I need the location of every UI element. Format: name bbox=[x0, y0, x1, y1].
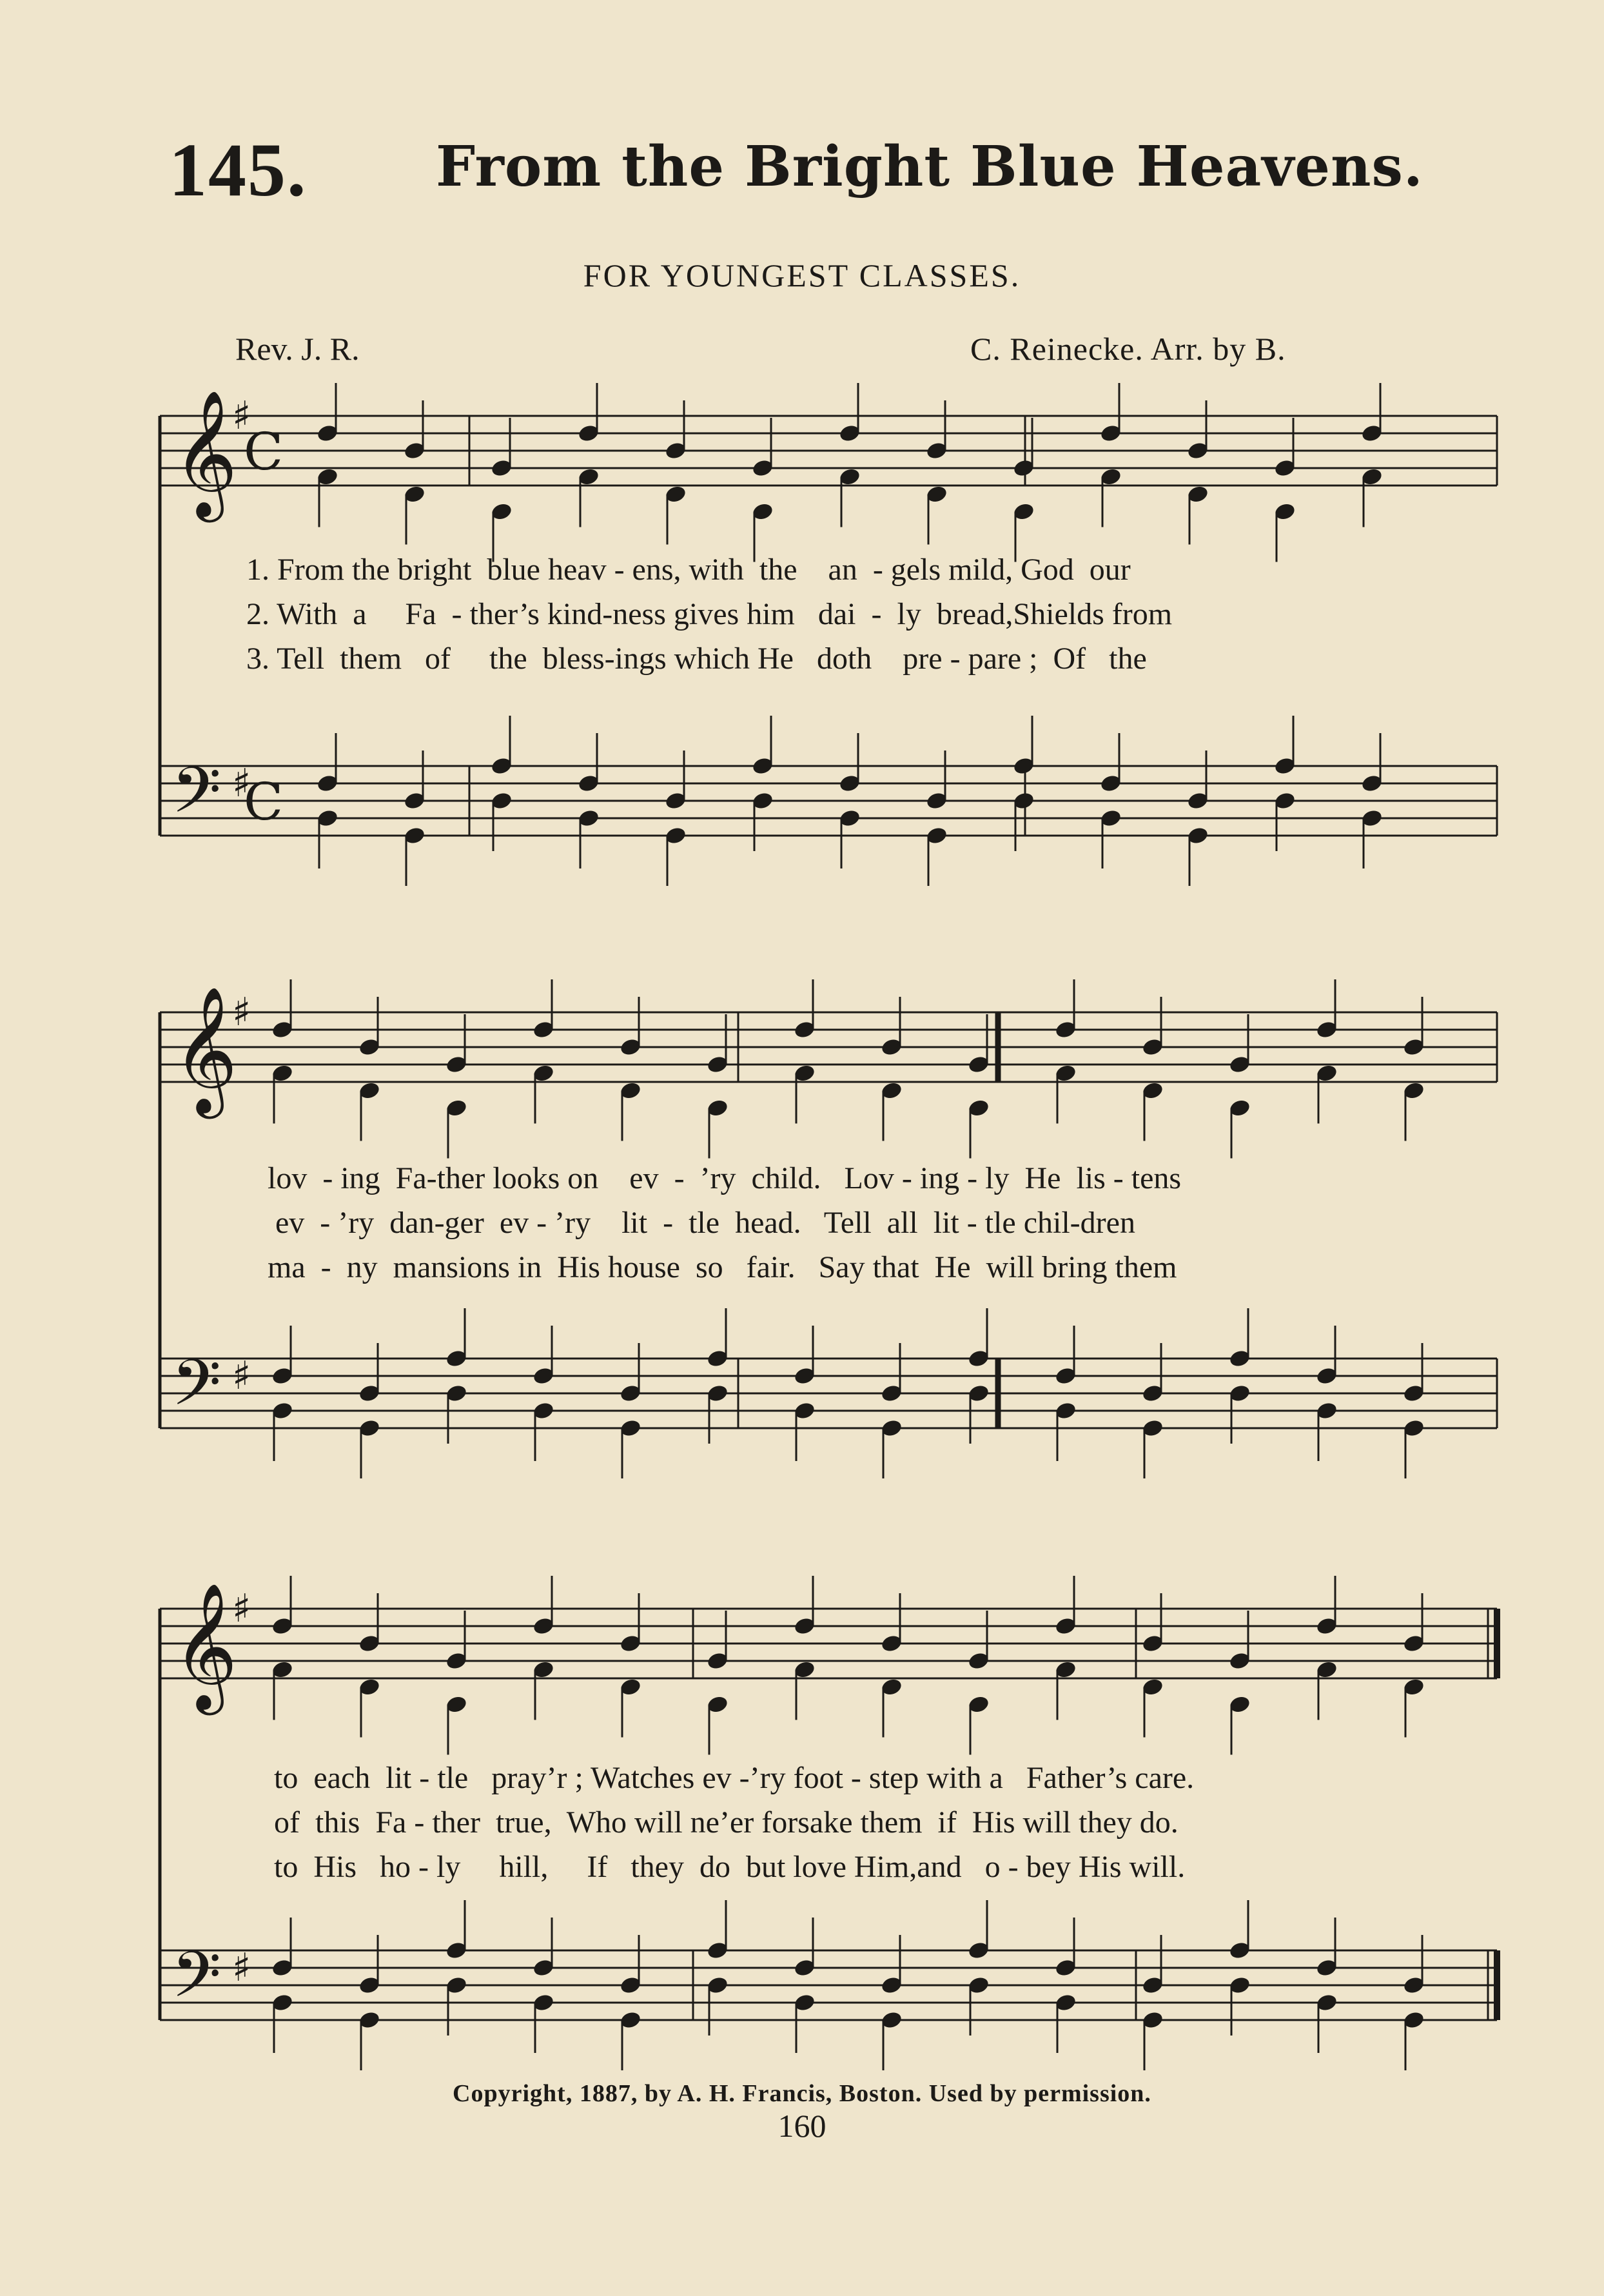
system-1-treble-clef: 𝄞 bbox=[173, 389, 238, 517]
composer-credit: C. Reinecke. Arr. by B. bbox=[970, 331, 1286, 367]
page-number: 160 bbox=[778, 2108, 826, 2144]
system-3-key-sharp: ♯ bbox=[232, 1945, 251, 1990]
system-1-bass-clef: 𝄢 bbox=[171, 754, 222, 843]
system-2-key-sharp: ♯ bbox=[232, 990, 251, 1035]
time-signature-bass: C bbox=[244, 772, 284, 832]
lyric-line-s1-v2: 2. With a Fa - ther’s kind-ness gives him dai - ly bread,Shields from bbox=[246, 597, 1173, 631]
system-3-treble-clef: 𝄞 bbox=[173, 1582, 238, 1710]
lyric-line-s3-v1: to each lit - tle pray’r ; Watches ev -’ry foot - step with a Father’s care. bbox=[274, 1761, 1195, 1795]
hymn-subtitle: FOR YOUNGEST CLASSES. bbox=[583, 257, 1021, 293]
lyric-line-s3-v2: of this Fa - ther true, Who will ne’er forsake them if His will they do. bbox=[274, 1805, 1179, 1840]
lyric-line-s2-v3: ma - ny mansions in His house so fair. Say that He will bring them bbox=[268, 1250, 1177, 1284]
copyright-notice: Copyright, 1887, by A. H. Francis, Boston. Used by permission. bbox=[453, 2080, 1151, 2107]
system-2-treble-clef: 𝄞 bbox=[173, 986, 238, 1114]
system-3-bass-clef: 𝄢 bbox=[171, 1938, 222, 2028]
system-3-key-sharp: ♯ bbox=[232, 1586, 251, 1631]
time-signature-treble: C bbox=[244, 422, 284, 482]
lyric-line-s2-v2: ev - ’ry dan-ger ev - ’ry lit - tle head. Tell all lit - tle chil-dren bbox=[268, 1206, 1135, 1240]
lyricist-credit: Rev. J. R. bbox=[235, 331, 360, 367]
hymn-title: From the Bright Blue Heavens. bbox=[436, 134, 1423, 199]
system-2-bass-clef: 𝄢 bbox=[171, 1346, 222, 1436]
system-1-key-sharp: ♯ bbox=[232, 393, 251, 438]
lyric-line-s1-v1: 1. From the bright blue heav - ens, with the an - gels mild, God our bbox=[246, 553, 1131, 587]
lyric-line-s1-v3: 3. Tell them of the bless-ings which He doth pre - pare ; Of the bbox=[246, 642, 1147, 676]
system-2-key-sharp: ♯ bbox=[232, 1353, 251, 1398]
lyric-line-s3-v3: to His ho - ly hill, If they do but love Him,and o - bey His will. bbox=[274, 1850, 1186, 1884]
system-1-key-sharp: ♯ bbox=[232, 761, 251, 806]
lyric-line-s2-v1: lov - ing Fa-ther looks on ev - ’ry child. Lov - ing - ly He lis - tens bbox=[268, 1161, 1182, 1195]
hymn-number: 145. bbox=[169, 128, 308, 212]
